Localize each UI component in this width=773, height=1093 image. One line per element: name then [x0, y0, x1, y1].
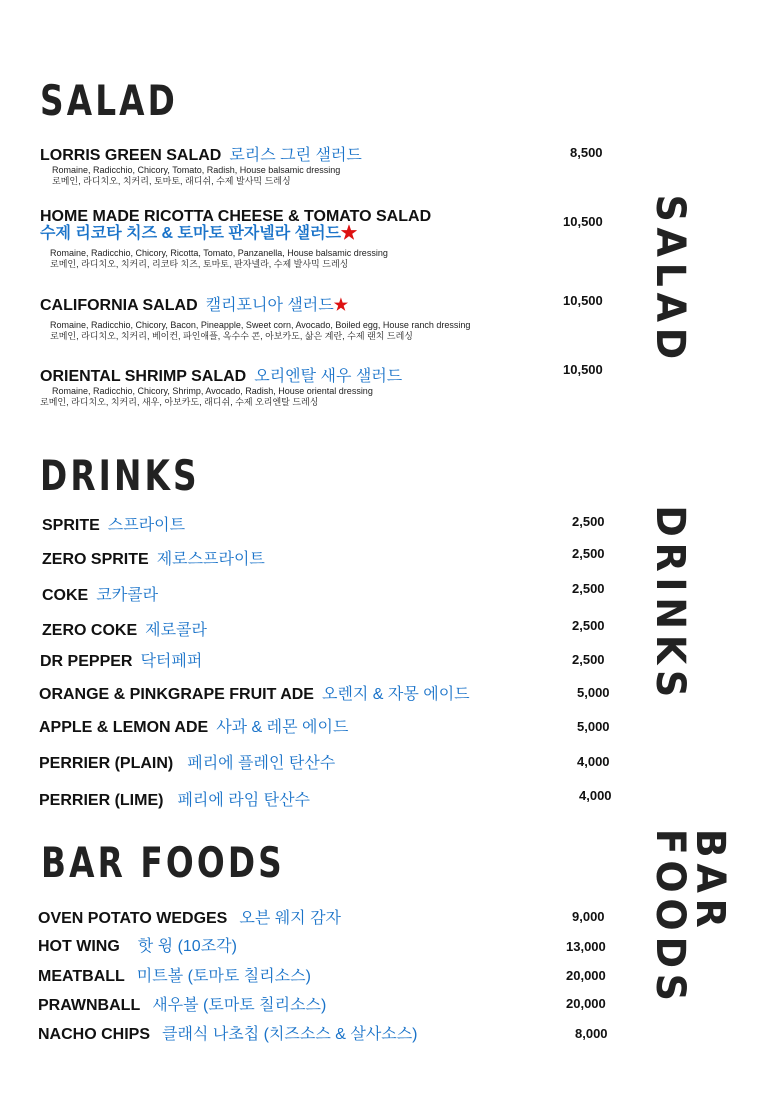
menu-item-oriental-shrimp-salad: [40, 363, 402, 408]
item-desc-ko: 로메인, 라디치오, 치커리, 리코타 치즈, 토마토, 판자넬라, 수제 발사믹 드레싱: [50, 259, 349, 269]
menu-item-california-salad: [40, 292, 470, 342]
item-price: 5,000: [577, 719, 610, 734]
item-desc-en: Romaine, Radicchio, Chicory, Shrimp, Avocado, Radish, House oriental dressing: [52, 386, 373, 396]
item-name-ko: 코카콜라: [96, 587, 159, 604]
menu-item-apple-lemon-ade: [39, 714, 348, 737]
menu-item-dr-pepper: [40, 648, 202, 671]
item-name-ko: 닥터페퍼: [140, 653, 203, 670]
section-title-salad: SALAD: [40, 76, 178, 125]
item-desc-ko: 로메인, 라디치오, 치커리, 베이컨, 파인애플, 옥수수 콘, 아보카도, 삶은 계란, 수제 랜치 드레싱: [50, 331, 413, 341]
item-name-en: LORRIS GREEN SALAD: [40, 147, 222, 164]
item-name-en: ORIENTAL SHRIMP SALAD: [40, 368, 247, 385]
item-price: 10,500: [563, 362, 603, 377]
item-price: 2,500: [572, 652, 605, 667]
item-name-en: PERRIER (PLAIN): [39, 755, 174, 772]
item-name-ko: 캘리포니아 샐러드: [205, 297, 334, 314]
item-name-en: COKE: [42, 587, 89, 604]
item-name-ko: 미트볼 (토마토 칠리소스): [136, 968, 311, 985]
item-name-en: APPLE & LEMON ADE: [39, 719, 209, 736]
menu-item-sprite: [42, 512, 185, 535]
item-name-ko: 수제 리코타 치즈 & 토마토 판자넬라 샐러드: [40, 225, 341, 242]
menu-item-prawnball: [38, 992, 326, 1015]
item-price: 2,500: [572, 514, 605, 529]
item-price: 13,000: [566, 939, 606, 954]
item-price: 20,000: [566, 968, 606, 983]
item-name-en: SPRITE: [42, 517, 100, 534]
menu-item-ricotta-salad: [40, 208, 431, 270]
item-name-ko-line: [40, 225, 431, 242]
item-name-en: PERRIER (LIME): [39, 792, 164, 809]
vertical-title-drinks: DRINKS: [647, 505, 693, 703]
item-desc-en: Romaine, Radicchio, Chicory, Bacon, Pineapple, Sweet corn, Avocado, Boiled egg, House ranch dressing: [50, 320, 471, 330]
item-name-en: DR PEPPER: [40, 653, 133, 670]
item-price: 5,000: [577, 685, 610, 700]
item-price: 8,500: [570, 145, 603, 160]
item-price: 4,000: [577, 754, 610, 769]
item-price: 9,000: [572, 909, 605, 924]
item-desc-ko: 로메인, 라디치오, 치커리, 토마토, 래디쉬, 수제 발사믹 드레싱: [52, 176, 291, 186]
item-name-en: NACHO CHIPS: [38, 1026, 151, 1043]
menu-item-nacho-chips: [38, 1021, 418, 1044]
item-name: [40, 363, 402, 386]
item-name-ko: 새우볼 (토마토 칠리소스): [152, 997, 327, 1014]
vertical-title-bar-foods: BAR FOODS: [647, 828, 733, 1007]
item-name-ko: 오렌지 & 자몽 에이드: [321, 686, 470, 703]
menu-item-lorris-green-salad: [40, 142, 362, 187]
item-name-ko: 로리스 그린 샐러드: [229, 147, 362, 164]
item-price: 2,500: [572, 546, 605, 561]
menu-item-zero-coke: [42, 617, 207, 640]
menu-item-oven-potato-wedges: [38, 905, 341, 928]
item-name: [40, 292, 470, 315]
item-name-ko: 페리에 라임 탄산수: [177, 792, 310, 809]
item-name-en: HOT WING: [38, 938, 120, 955]
item-name-ko: 핫 윙 (10조각): [137, 938, 237, 955]
item-name-ko: 스프라이트: [107, 517, 186, 534]
item-desc-en: Romaine, Radicchio, Chicory, Tomato, Radish, House balsamic dressing: [52, 165, 341, 175]
vertical-title-salad: SALAD: [647, 194, 693, 365]
menu-item-hot-wing: [38, 933, 237, 956]
star-icon: ★: [333, 297, 349, 314]
item-price: 8,000: [575, 1026, 608, 1041]
item-name-ko: 오븐 웨지 감자: [239, 910, 341, 927]
section-title-drinks: DRINKS: [40, 451, 200, 500]
item-name-en: HOME MADE RICOTTA CHEESE & TOMATO SALAD: [40, 208, 432, 225]
item-name-en: CALIFORNIA SALAD: [40, 297, 198, 314]
item-name-ko: 페리에 플레인 탄산수: [187, 755, 336, 772]
item-name-en: ZERO COKE: [42, 622, 138, 639]
item-desc-ko: 로메인, 라디치오, 치커리, 새우, 아보카도, 래디쉬, 수제 오리엔탈 드레싱: [40, 397, 319, 407]
item-price: 10,500: [563, 214, 603, 229]
menu-item-orange-grapefruit-ade: [39, 681, 470, 704]
item-name-en: ORANGE & PINKGRAPE FRUIT ADE: [39, 686, 314, 703]
item-name-ko: 사과 & 레몬 에이드: [216, 719, 349, 736]
item-name-en: ZERO SPRITE: [42, 551, 149, 568]
menu-item-perrier-lime: [39, 787, 310, 810]
item-name-ko: 클래식 나초칩 (치즈소스 & 살사소스): [162, 1026, 418, 1043]
item-name-en: OVEN POTATO WEDGES: [38, 910, 228, 927]
item-name-ko: 오리엔탈 새우 샐러드: [254, 368, 403, 385]
item-name-ko: 제로스프라이트: [156, 551, 265, 568]
item-desc-en: Romaine, Radicchio, Chicory, Ricotta, Tomato, Panzanella, House balsamic dressing: [50, 248, 388, 258]
item-name: [40, 208, 431, 242]
item-price: 20,000: [566, 996, 606, 1011]
menu-item-coke: [42, 582, 158, 605]
section-title-bar-foods: BAR FOODS: [41, 838, 285, 887]
item-name-en: PRAWNBALL: [38, 997, 141, 1014]
item-price: 2,500: [572, 618, 605, 633]
item-name: [40, 142, 362, 165]
menu-item-perrier-plain: [39, 750, 335, 773]
item-price: 4,000: [579, 788, 612, 803]
star-icon: ★: [340, 225, 357, 242]
menu-item-zero-sprite: [42, 546, 265, 569]
menu-item-meatball: [38, 963, 311, 986]
item-name-ko: 제로콜라: [145, 622, 207, 639]
item-name-en: MEATBALL: [38, 968, 125, 985]
item-price: 10,500: [563, 293, 603, 308]
item-price: 2,500: [572, 581, 605, 596]
